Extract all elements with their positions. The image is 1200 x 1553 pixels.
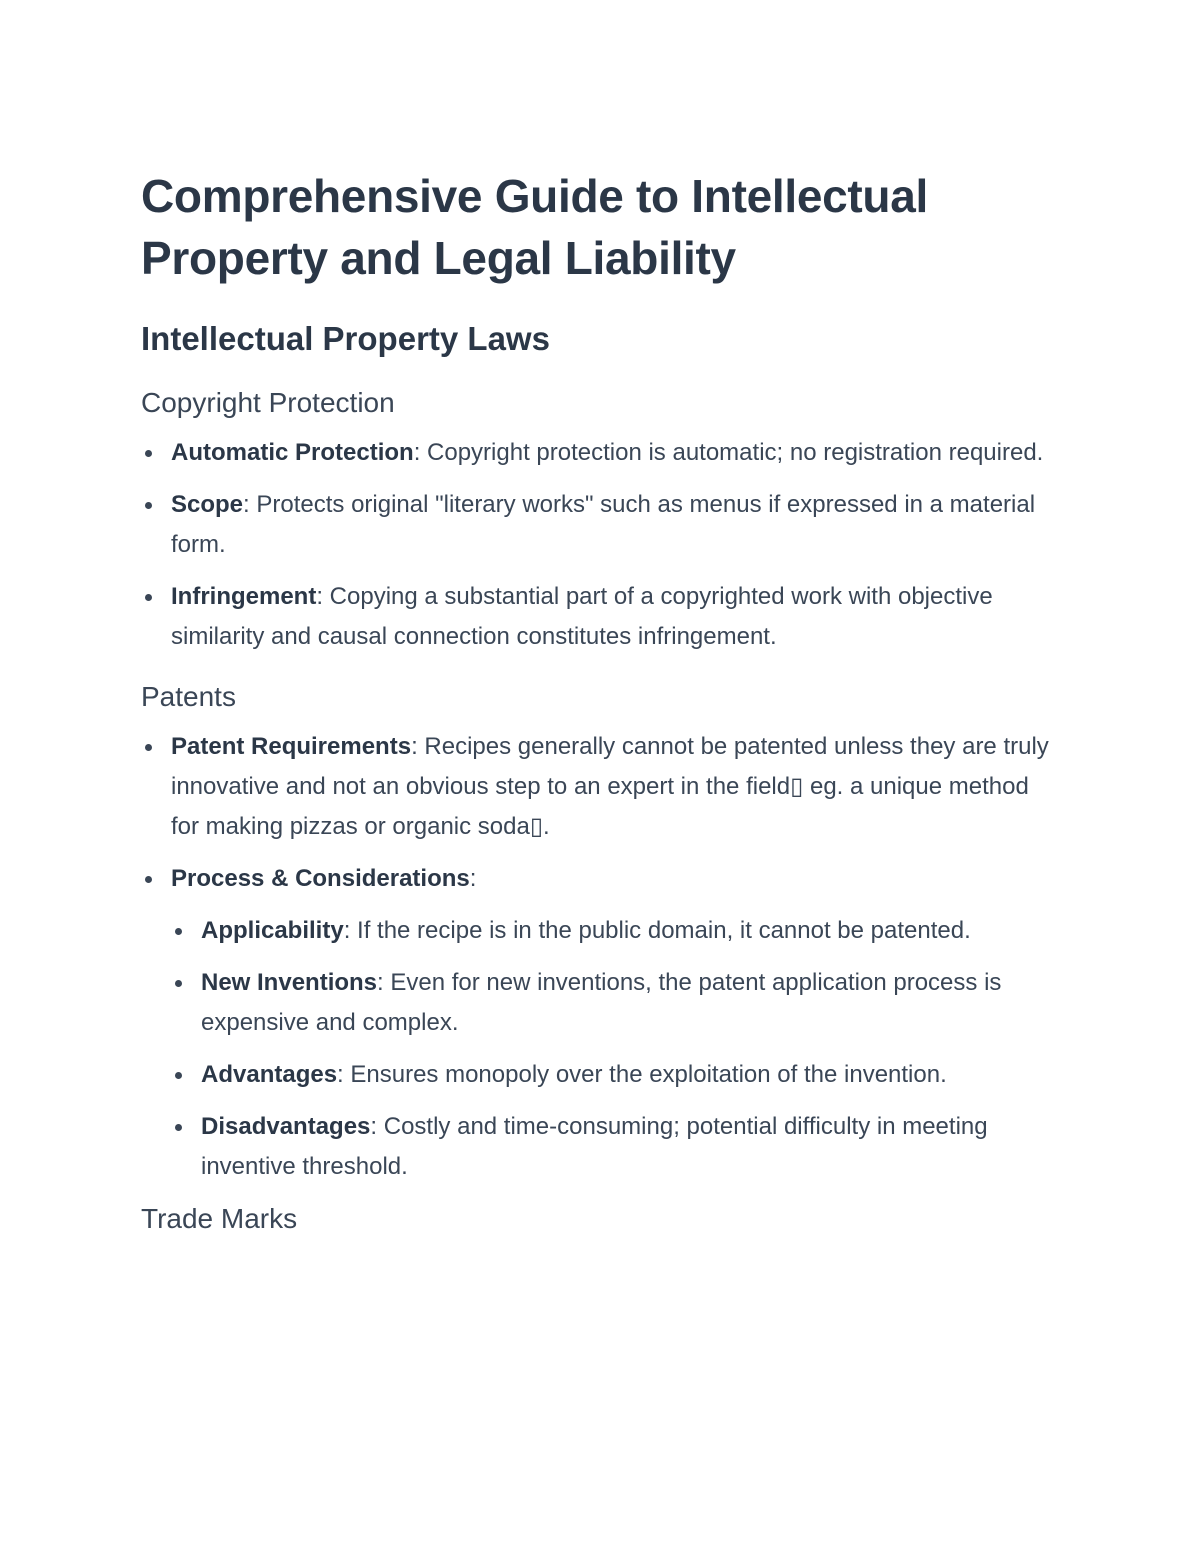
sub-list-item [171, 1055, 1061, 1095]
list-item-text: : [469, 865, 477, 892]
list-item [141, 859, 1061, 1187]
sub-list-item [171, 963, 1061, 1043]
list-item-term: Scope [171, 491, 244, 518]
list-item-term: Infringement [171, 583, 317, 610]
list-item-term: Process & Considerations [171, 865, 470, 892]
subheading-patents: Patents [141, 681, 236, 712]
list-item-term: Automatic Protection [171, 439, 414, 466]
list-item-term: Patent Requirements [171, 733, 412, 760]
document-page [141, 165, 1061, 1239]
list-item [141, 577, 1061, 657]
list-item-text: : Copying a substantial part of a copyrighted work with objective similarity and causal connection constitutes infringement. [171, 583, 993, 650]
process-considerations-list [171, 911, 1061, 1187]
section-heading-ip-laws: Intellectual Property Laws [141, 320, 550, 357]
sub-list-item-term: Advantages [201, 1061, 338, 1088]
sub-list-item-text: : Costly and time-consuming; potential difficulty in meeting inventive threshold. [201, 1113, 988, 1180]
list-item-text: : Protects original "literary works" such as menus if expressed in a material form. [171, 491, 1036, 558]
document-title: Comprehensive Guide to Intellectual Property and Legal Liability [141, 170, 928, 284]
sub-list-item-text: : If the recipe is in the public domain, it cannot be patented. [343, 917, 971, 944]
sub-list-item-term: Disadvantages [201, 1113, 371, 1140]
sub-list-item [171, 1107, 1061, 1187]
patents-list [141, 727, 1061, 1187]
list-item [141, 485, 1061, 565]
list-item-text: : Recipes generally cannot be patented unless they are truly innovative and not an obvious step to an expert in the field▯ eg. a unique method for making pizzas or organic soda▯. [171, 733, 1049, 840]
sub-list-item-text: : Even for new inventions, the patent application process is expensive and complex. [201, 969, 1002, 1036]
list-item-text: : Copyright protection is automatic; no registration required. [413, 439, 1044, 466]
sub-list-item [171, 911, 1061, 951]
subheading-trade-marks: Trade Marks [141, 1203, 298, 1234]
subheading-copyright: Copyright Protection [141, 387, 395, 418]
sub-list-item-term: New Inventions [201, 969, 378, 996]
list-item [141, 727, 1061, 847]
list-item [141, 433, 1061, 473]
sub-list-item-text: : Ensures monopoly over the exploitation of the invention. [337, 1061, 947, 1088]
copyright-list [141, 433, 1061, 657]
sub-list-item-term: Applicability [201, 917, 344, 944]
